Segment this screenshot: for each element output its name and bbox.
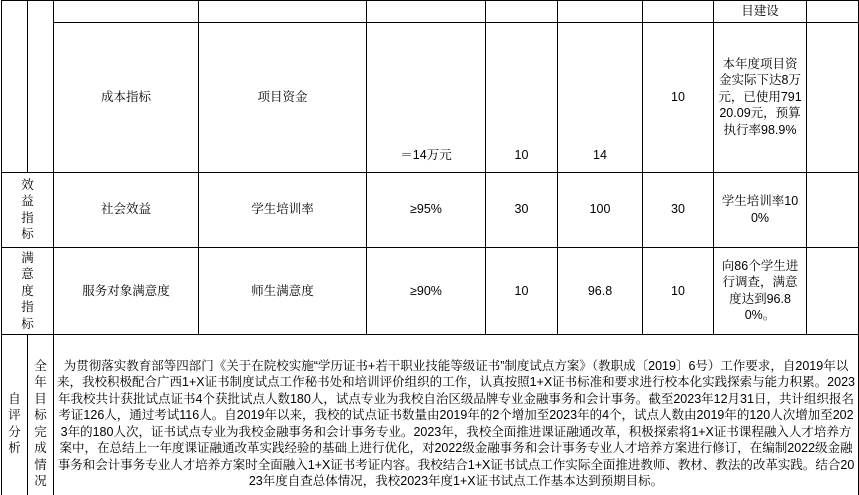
- satisfaction-indicator-extra: [807, 247, 859, 335]
- cost-indicator-note: 本年度项目资金实际下达8万元，已使用79120.09元，预算执行率98.9%: [714, 22, 807, 172]
- blank-cell-g: [558, 1, 643, 23]
- benefit-indicator-actual: 100: [558, 172, 643, 247]
- top-right-note: 目建设: [714, 1, 807, 23]
- blank-cell-i: [807, 1, 859, 23]
- table-row-benefit-indicator: [2, 172, 859, 247]
- blank-cell-e: [367, 1, 486, 23]
- analysis-label-left: 自评分析: [2, 335, 28, 495]
- satisfaction-indicator-category: 满意度指标: [2, 247, 54, 335]
- indicator-table: [1, 0, 859, 495]
- blank-cell-c: [54, 1, 199, 23]
- benefit-indicator-note: 学生培训率100%: [714, 172, 807, 247]
- satisfaction-indicator-name: 师生满意度: [199, 247, 367, 335]
- cost-indicator-extra: [807, 22, 859, 172]
- cost-indicator-weight: 10: [486, 22, 558, 172]
- satisfaction-indicator-target: ≥90%: [367, 247, 486, 335]
- benefit-indicator-category: 效益指标: [2, 172, 54, 247]
- table-row-satisfaction-indicator: [2, 247, 859, 335]
- cost-indicator-category: 成本指标: [54, 22, 199, 172]
- cost-indicator-score: 10: [643, 22, 714, 172]
- table-row-analysis: [2, 335, 859, 495]
- satisfaction-indicator-note: 向86个学生进行调查，满意度达到96.80%。: [714, 247, 807, 335]
- benefit-indicator-sub: 社会效益: [54, 172, 199, 247]
- blank-cell-a: [2, 1, 28, 173]
- cost-indicator-actual: 14: [558, 22, 643, 172]
- table-row: [2, 1, 859, 23]
- benefit-indicator-score: 30: [643, 172, 714, 247]
- cost-indicator-name: 项目资金: [199, 22, 367, 172]
- blank-cell-h: [643, 1, 714, 23]
- satisfaction-indicator-actual: 96.8: [558, 247, 643, 335]
- table-row-cost-indicator: [2, 22, 859, 172]
- benefit-indicator-target: ≥95%: [367, 172, 486, 247]
- benefit-indicator-weight: 30: [486, 172, 558, 247]
- blank-cell-b: [28, 1, 54, 173]
- blank-cell-d: [199, 1, 367, 23]
- benefit-indicator-name: 学生培训率: [199, 172, 367, 247]
- satisfaction-indicator-sub: 服务对象满意度: [54, 247, 199, 335]
- satisfaction-indicator-score: 10: [643, 247, 714, 335]
- analysis-text: 为贯彻落实教育部等四部门《关于在院校实施“学历证书+若干职业技能等级证书”制度试点方案》（教职成〔2019〕6号）工作要求，自2019年以来，我校积极配合广西1+X证书制度试点工作秘书处和培训评价组织的工作，认真按照1+X证书标准和要求进行校本化实践探索与能力积累。2023年我校共计获批试点证书4个获批试点人数180人，试点专业为我校自治区级品牌专业金融事务和会计事务。截至2023年12月31日，共计组织报名考证126人，通过考试116人。自2019年以来，我校的试点证书数量由2019年的2个增加至2023年的4个，试点人数由2019年的120人次增加至2023年的180人次，证书试点专业为我校金融事务和会计事务专业。2023年，我校全面推进课证融通改革，积极探索将1+X证书课程融入人才培养方案中，在总结上一年度课证融通改革实践经验的基础上进行优化，对2022级金融事务和会计事务专业人才培养方案进行修订，在编制2022级金融事务和会计事务专业人才培养方案时全面融入1+X证书考证内容。我校结合1+X证书试点工作实际全面推进教师、教材、教法的改革实践。结合2023年度自查总体情况，我校2023年度1+X证书试点工作基本达到预期目标。: [54, 335, 859, 495]
- satisfaction-indicator-weight: 10: [486, 247, 558, 335]
- benefit-indicator-extra: [807, 172, 859, 247]
- cost-indicator-target: ＝14万元: [367, 22, 486, 172]
- blank-cell-f: [486, 1, 558, 23]
- analysis-label-right: 全年目标完成情况: [28, 335, 54, 495]
